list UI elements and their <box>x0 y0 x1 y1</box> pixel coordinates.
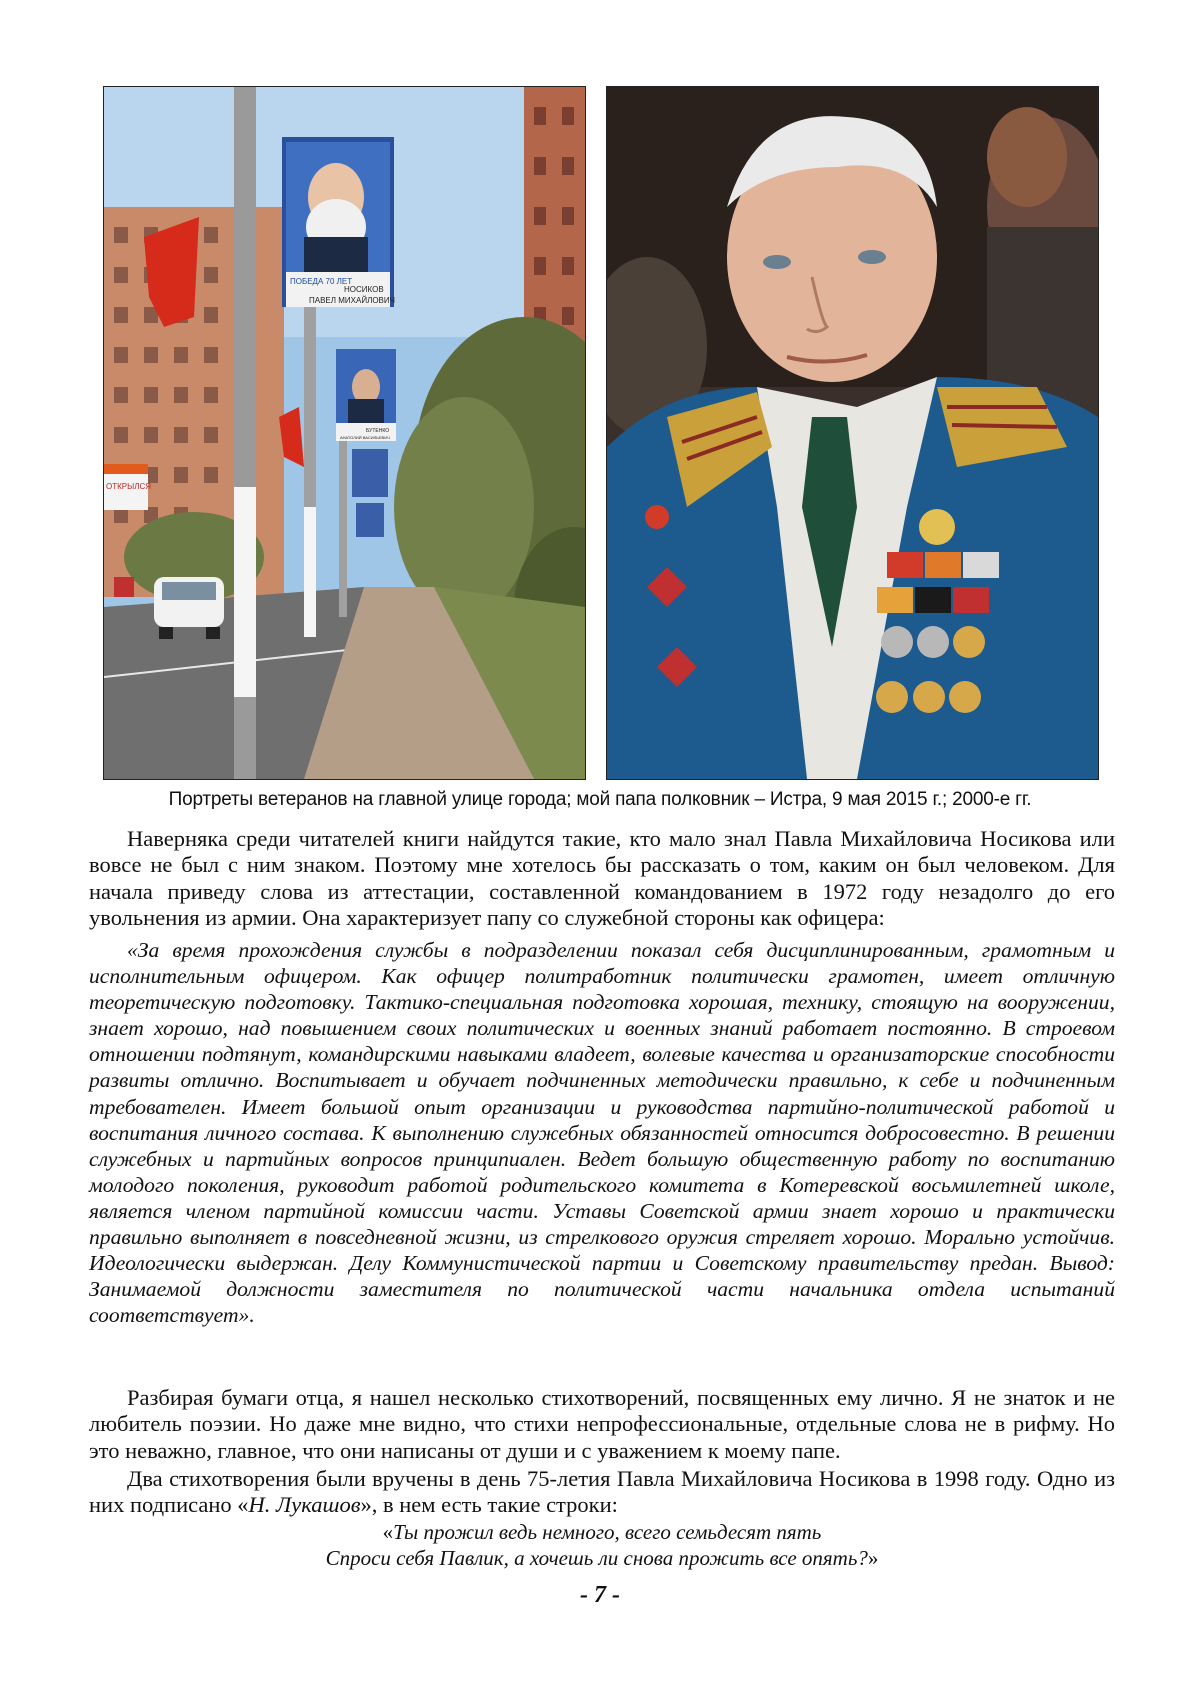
attestation-quote: «За время прохождения службы в подразделении показал себя дисциплинированным, грамотным и исполнительным офицером. Как офицер политработник политически грамотен, имеет отличную теоретическую подготовку. Тактико-специальная подготовка хорошая, технику, стоящую на вооружении, знает хорошо, над повышением своих политических и военных знаний работает постоянно. В строевом отношении подтянут, командирскими навыками владеет, волевые качества и организаторские способности развиты отлично. Воспитывает и обучает подчиненных методически правильно, к себе и подчиненным требователен. Имеет большой опыт организации и руководства партийно-политической работой и воспитания личного состава. К выполнению служебных обязанностей относится добросовестно. В решении служебных и партийных вопросов принципиален. Ведет большую общественную работу по воспитанию молодого поколения, руководит работой родительского комитета в Котеревской восьмилетней школе, является членом партийной комиссии части. Уставы Советской армии знает хорошо и практически правильно выполняет в повседневной жизни, из стрелкового оружия стреляет хорошо. Морально устойчив. Идеологически выдержан. Делу Коммунистической партии и Советскому правительству предан. Вывод: Занимаемой должности заместителя по политической части начальника отдела испытаний соответствует». <box>89 938 1115 1328</box>
street-photo <box>103 86 586 780</box>
verse-line-2-text: Спроси себя Павлик, а хочешь ли снова прожить все опять? <box>325 1546 868 1570</box>
photo-caption: Портреты ветеранов на главной улице города; мой папа полковник – Истра, 9 мая 2015 г.; 2000-е гг. <box>168 789 1032 810</box>
billboard2-name: АНАТОЛИЙ ВАСИЛЬЕВИЧ <box>340 435 390 440</box>
shop-sign-text: ОТКРЫЛСЯ <box>106 482 151 491</box>
page-number: - 7 - <box>580 1582 620 1608</box>
verse-line-2 <box>89 1545 1115 1571</box>
verse-line-1-text: Ты прожил ведь немного, всего семьдесят пять <box>393 1520 822 1544</box>
paragraph3-start: Два стихотворения были вручены в день 75-летия Павла Михайловича Носикова в 1998 году. Одно из них подписано « <box>89 1466 1115 1518</box>
billboard-surname: НОСИКОВ <box>344 285 384 294</box>
verse-line-1 <box>89 1519 1115 1545</box>
verse-close-quote: » <box>867 1546 879 1570</box>
billboard2-surname: БУТЕНКО <box>366 428 390 434</box>
paragraph-anniversary <box>89 1466 1115 1519</box>
portrait-photo <box>606 86 1099 780</box>
paragraph-intro: Наверняка среди читателей книги найдутся такие, кто мало знал Павла Михайловича Носикова или вовсе не был с ним знаком. Поэтому мне хотелось бы рассказать о том, каким он был человеком. Для начала приведу слова из аттестации, составленной командованием в 1972 году незадолго до его увольнения из армии. Она характеризует папу со служебной стороны как офицера: <box>89 826 1115 930</box>
billboard-badge: ПОБЕДА 70 ЛЕТ <box>290 277 353 286</box>
billboard-name: ПАВЕЛ МИХАЙЛОВИЧ <box>309 296 395 305</box>
street-scene-image <box>104 87 585 779</box>
paragraph3-end: », в нем есть такие строки: <box>360 1492 618 1518</box>
verse-open-quote: « <box>382 1520 394 1544</box>
colonel-portrait-image <box>607 87 1098 779</box>
paragraph-poems: Разбирая бумаги отца, я нашел несколько стихотворений, посвященных ему лично. Я не знаток и не любитель поэзии. Но даже мне видно, что стихи непрофессиональные, отдельные слова не в рифму. Но это неважно, главное, что они написаны от души и с уважением к моему папе. <box>89 1385 1115 1463</box>
poem-author: Н. Лукашов <box>248 1492 361 1518</box>
